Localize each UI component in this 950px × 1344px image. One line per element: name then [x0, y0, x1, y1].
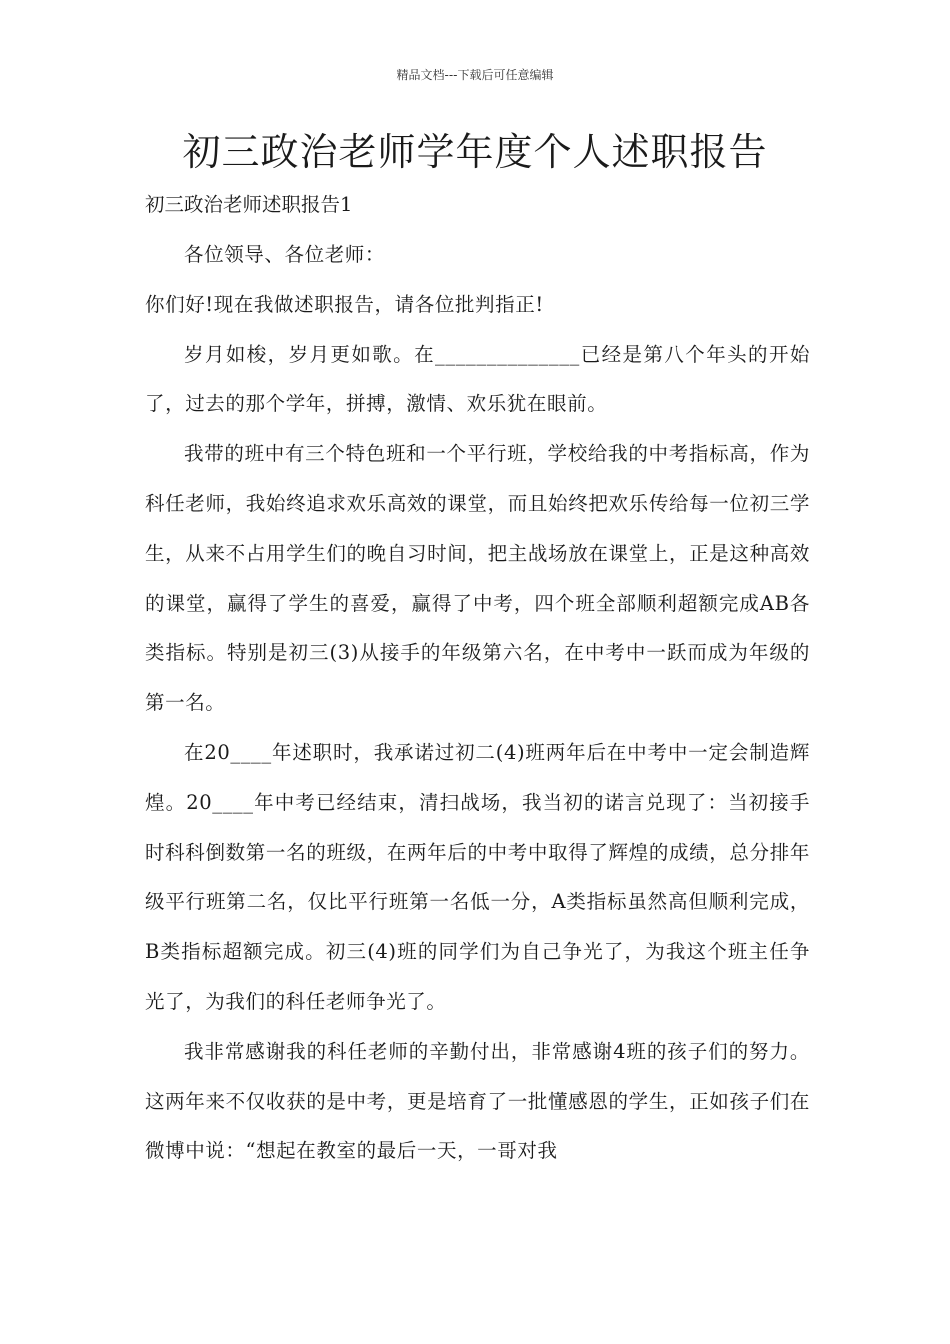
paragraph-greeting: 各位领导、各位老师：	[184, 243, 386, 266]
paragraph-3: 在20____年述职时，我承诺过初二(4)班两年后在中考中一定会制造辉煌。20____年中考已经结束，清扫战场，我当初的诺言兑现了：当初接手时科科倒数第一名的班级，在两年后的中考中取得了辉煌的成绩，总分排年级平行班第二名，仅比平行班第一名低一分，A类指标虽然高但顺利完成，B类指标超额完成。初三(4)班的同学们为自己争光了，为我这个班主任争光了，为我们的科任老师争光了。	[145, 740, 810, 1013]
document-title: 初三政治老师学年度个人述职报告	[182, 130, 768, 174]
header-note: 精品文档---下载后可任意编辑	[396, 68, 554, 82]
document-body	[145, 180, 810, 1176]
paragraph-1: 岁月如梭，岁月更如歌。在______________已经是第八个年头的开始了，过去的那个学年，拼搏，激情、欢乐犹在眼前。	[145, 342, 810, 416]
paragraph-opening: 你们好!现在我做述职报告，请各位批判指正!	[145, 292, 544, 316]
section-subtitle: 初三政治老师述职报告1	[145, 193, 353, 216]
paragraph-2: 我带的班中有三个特色班和一个平行班，学校给我的中考指标高，作为科任老师，我始终追求欢乐高效的课堂，而且始终把欢乐传给每一位初三学生，从来不占用学生们的晚自习时间，把主战场放在课堂上，正是这种高效的课堂，赢得了学生的喜爱，赢得了中考，四个班全部顺利超额完成AB各类指标。特别是初三(3)从接手的年级第六名，在中考中一跃而成为年级的第一名。	[145, 442, 810, 715]
paragraph-4: 我非常感谢我的科任老师的辛勤付出，非常感谢4班的孩子们的努力。这两年来不仅收获的是中考，更是培育了一批懂感恩的学生，正如孩子们在微博中说：“想起在教室的最后一天，一哥对我	[145, 1039, 810, 1163]
